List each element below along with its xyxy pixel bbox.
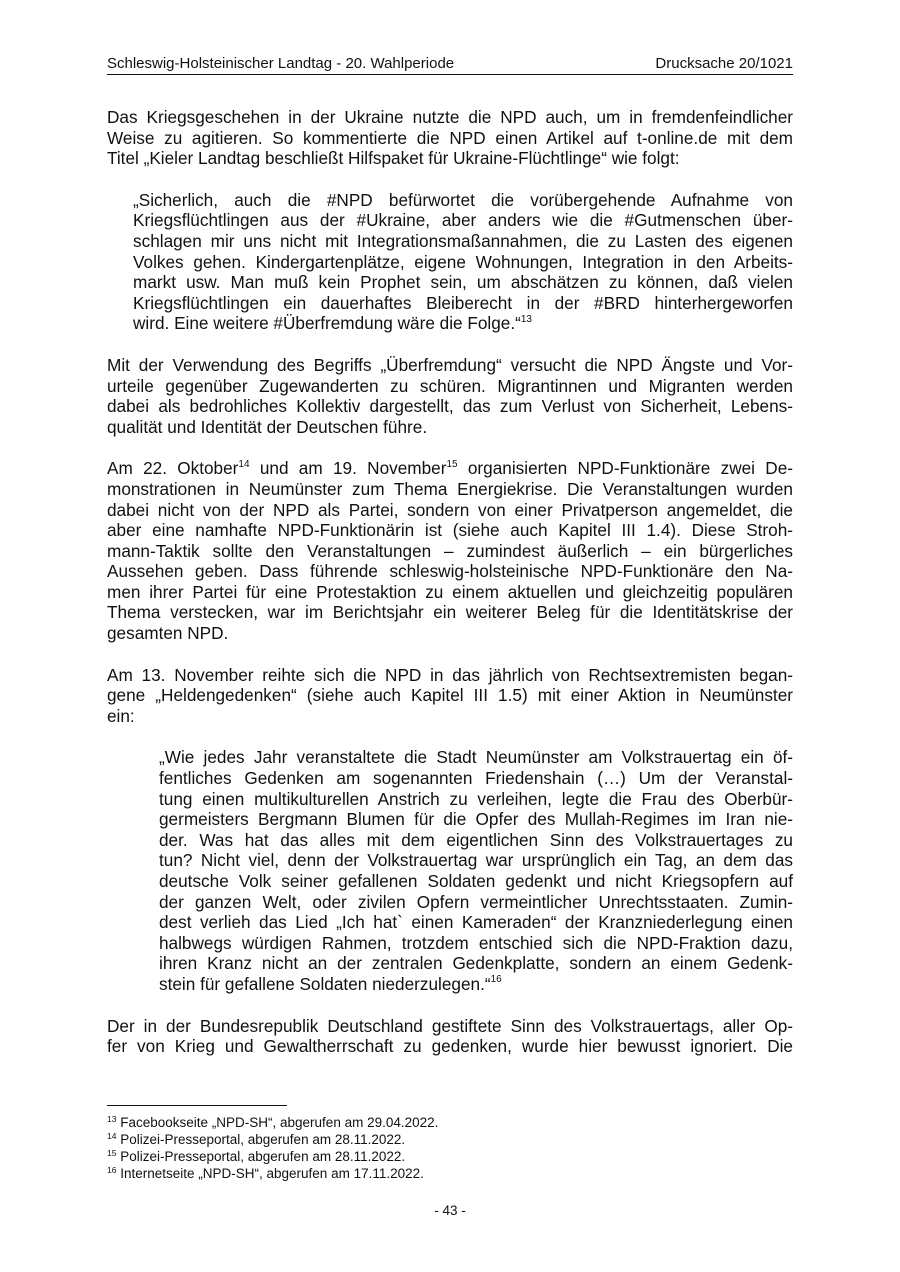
quote-line: germeisters Bergmann Blumen für die Opfer des Mullah-Regimes im Iran nie-	[159, 809, 793, 830]
text-line: monstrationen in Neumünster zum Thema Energiekrise. Die Veranstaltungen wurden	[107, 478, 793, 499]
page-number: - 43 -	[434, 1203, 466, 1218]
text-line: aber eine namhafte NPD-Funktionärin ist (siehe auch Kapitel III 1.4). Diese Stroh-	[107, 520, 793, 541]
paragraph-volkstrauertag-sinn	[107, 1016, 793, 1057]
text-line: gesamten NPD.	[107, 623, 229, 644]
paragraph-ueberfremdung	[107, 355, 793, 437]
footnote-ref: 15	[446, 458, 458, 470]
footnote-item: $^{14}$ Polizei-Presseportal, abgerufen am 28.11.2022.	[107, 1130, 406, 1147]
quote-line: tun? Nicht viel, denn der Volkstrauertag war ursprünglich ein Tag, an dem das	[159, 850, 793, 871]
quote-line: stein für gefallene Soldaten niederzulegen.“$^{16}$	[159, 973, 502, 994]
quote-line: „Sicherlich, auch die #NPD befürwortet die vorübergehende Aufnahme von	[133, 189, 793, 210]
block-quote-volkstrauertag	[159, 747, 793, 994]
text-line: qualität und Identität der Deutschen führe.	[107, 416, 428, 437]
footnote-item: $^{13}$ Facebookseite „NPD-SH“, abgerufen am 29.04.2022.	[107, 1113, 439, 1130]
header-document-number: Drucksache 20/1021	[655, 55, 793, 72]
text-line: Der in der Bundesrepublik Deutschland gestiftete Sinn des Volkstrauertags, aller Op-	[107, 1015, 793, 1036]
quote-line: wird. Eine weitere #Überfremdung wäre die Folge.“$^{13}$	[133, 313, 532, 334]
quote-line: ihren Kranz nicht an der zentralen Gedenkplatte, sondern an einem Gedenk-	[159, 953, 793, 974]
paragraph-demonstrations	[107, 458, 793, 643]
quote-line: deutsche Volk seiner gefallenen Soldaten gedenkt und nicht Kriegsopfern auf	[159, 871, 793, 891]
footnote-ref: 14	[238, 458, 250, 470]
text-line: Aussehen geben. Dass führende schleswig-holsteinische NPD-Funktionäre den Na-	[107, 561, 793, 582]
quote-line: tung einen multikulturellen Anstrich zu verleihen, legte die Frau des Oberbür-	[159, 788, 793, 809]
text-line: men ihrer Partei für eine Protestaktion zu einem aktuellen und gleichzeitig populären	[107, 581, 793, 602]
quote-line: Kriegsflüchtlingen aus der #Ukraine, aber anders wie die #Gutmenschen über-	[133, 210, 793, 231]
text-line: fer von Krieg und Gewaltherrschaft zu gedenken, wurde hier bewusst ignoriert. Die	[107, 1036, 793, 1057]
quote-line: markt usw. Man muß kein Prophet sein, um abschätzen zu können, daß vielen	[133, 272, 793, 293]
text-line: Das Kriegsgeschehen in der Ukraine nutzte die NPD auch, um in fremdenfeindlicher	[107, 107, 793, 127]
paragraph-ukraine	[107, 107, 793, 169]
text-line: Am 22. Oktober$^{14}$ und am 19. November$^{15}$ organisierten NPD-Funktionäre zwei De-	[107, 458, 793, 479]
header-title: Schleswig-Holsteinischer Landtag - 20. Wahlperiode	[107, 55, 455, 72]
paragraph-heldengedenken	[107, 665, 793, 727]
text-line: gene „Heldengedenken“ (siehe auch Kapitel III 1.5) mit einer Aktion in Neumünster	[107, 685, 793, 706]
text-line: urteile gegenüber Zugewanderten zu schüren. Migrantinnen und Migranten werden	[107, 375, 793, 396]
block-quote-npd-facebook	[133, 190, 793, 334]
quote-line: Kriegsflüchtlingen ein dauerhaftes Bleiberecht in der #BRD hinterhergeworfen	[133, 292, 793, 313]
quote-line: Volkes gehen. Kindergartenplätze, eigene Wohnungen, Integration in den Arbeits-	[133, 251, 793, 272]
footnote-ref: 13	[520, 313, 532, 325]
text-line: Mit der Verwendung des Begriffs „Überfremdung“ versucht die NPD Ängste und Vor-	[107, 354, 793, 375]
text-line: Am 13. November reihte sich die NPD in das jährlich von Rechtsextremisten began-	[107, 664, 793, 685]
quote-line: der. Was hat das alles mit dem eigentlichen Sinn des Volkstrauertages zu	[159, 829, 793, 850]
footnote-item: $^{15}$ Polizei-Presseportal, abgerufen am 28.11.2022.	[107, 1147, 406, 1164]
document-body	[107, 107, 793, 1057]
text-line: ein:	[107, 705, 135, 726]
quote-line: schlagen mir uns nicht mit Integrationsmaßannahmen, die zu Lasten des eigenen	[133, 230, 793, 251]
footnote-item: $^{16}$ Internetseite „NPD-SH“, abgerufen am 17.11.2022.	[107, 1164, 424, 1181]
page-header	[107, 54, 793, 75]
text-line: Weise zu agitieren. So kommentierte die NPD einen Artikel auf t-online.de mit dem	[107, 127, 793, 148]
quote-line: „Wie jedes Jahr veranstaltete die Stadt Neumünster am Volkstrauertag ein öf-	[159, 747, 793, 768]
text-line: Titel „Kieler Landtag beschließt Hilfspaket für Ukraine-Flüchtlinge“ wie folgt:	[107, 148, 680, 169]
footnotes	[107, 1114, 793, 1182]
text-line: dabei als bedrohliches Kollektiv dargestellt, das zum Verlust von Sicherheit, Lebens-	[107, 396, 793, 417]
quote-line: fentliches Gedenken am sogenannten Friedenshain (…) Um der Veranstal-	[159, 768, 793, 789]
footnote-ref: 16	[490, 974, 502, 986]
text-line: mann-Taktik sollte den Veranstaltungen – zumindest äußerlich – ein bürgerliches	[107, 540, 793, 561]
quote-line: dest verlieh das Lied „Ich hat` einen Kameraden“ der Kranzniederlegung einen	[159, 912, 793, 933]
quote-line: halbwegs würdigen Rahmen, trotzdem entschied sich die NPD-Fraktion dazu,	[159, 932, 793, 953]
footnote-separator	[107, 1105, 287, 1106]
text-line: dabei nicht von der NPD als Partei, sondern von einer Privatperson angemeldet, die	[107, 499, 793, 520]
text-line: Thema verstecken, war im Berichtsjahr ein weiterer Beleg für die Identitätskrise der	[107, 602, 793, 623]
quote-line: der ganzen Welt, oder zivilen Opfern vermeintlicher Unrechtsstaaten. Zumin-	[159, 891, 793, 912]
